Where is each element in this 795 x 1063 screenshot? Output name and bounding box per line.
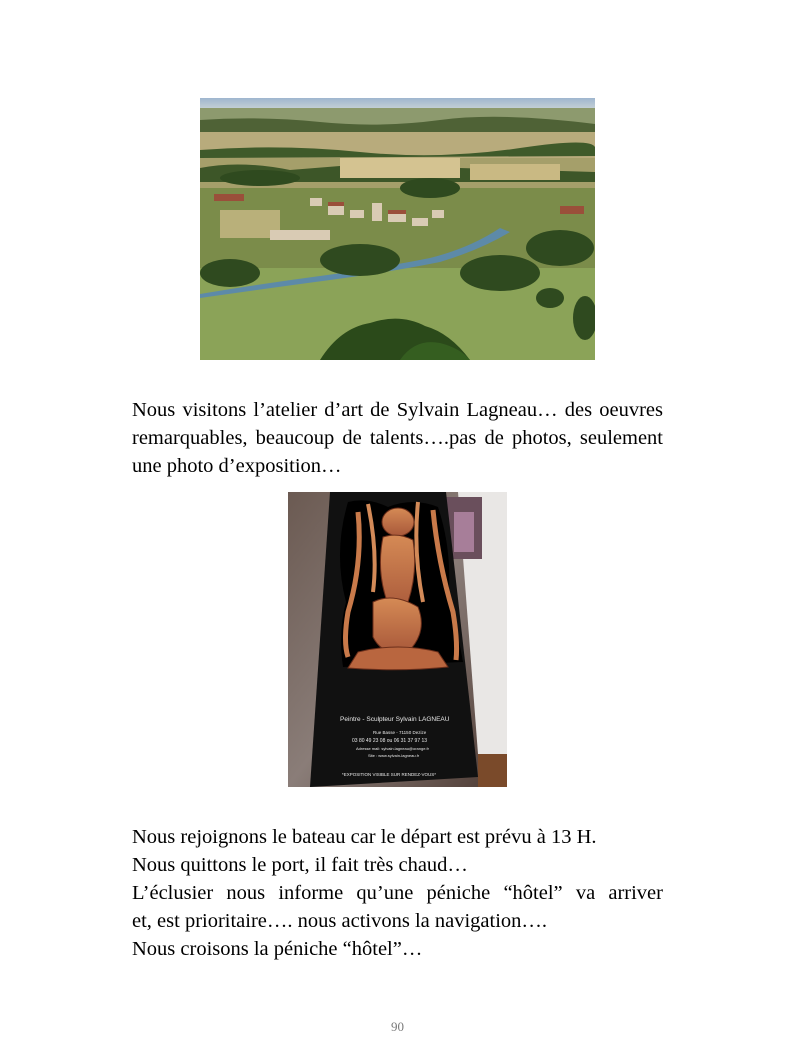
flyer-heading: Peintre - Sculpteur Sylvain LAGNEAU: [340, 716, 450, 723]
flyer-footer: *EXPOSITION VISIBLE SUR RENDEZ-VOUS*: [342, 772, 437, 777]
flyer-line: Rue Basse - 71150 Dezize: [373, 730, 427, 735]
text-line: Nous quittons le port, il fait très chaud…: [132, 854, 468, 876]
text-line: et, est prioritaire…. nous activons la navigation….: [132, 910, 548, 932]
paragraph-boat-departure: [132, 823, 663, 963]
text-line: Nous croisons la péniche “hôtel”…: [132, 938, 423, 960]
flyer-line: Site : www.sylvain-lagneau.fr: [368, 753, 420, 758]
paragraph-atelier-visit: Nous visitons l’atelier d’art de Sylvain Lagneau… des oeuvres remarquables, beaucoup de talents….pas de photos, seulement une photo d’exposition…: [132, 399, 663, 477]
landscape-photo: [200, 98, 595, 360]
text-line: L’éclusier nous informe qu’une péniche “hôtel” va arriver: [132, 882, 663, 904]
page-number: 90: [391, 1019, 404, 1034]
flyer-line: 03 80 49 23 08 ou 06 31 37 97 13: [352, 738, 428, 744]
flyer-line: Adresse mail: sylvain.lagneau@orange.fr: [356, 746, 429, 751]
exhibition-flyer-photo: [288, 492, 507, 787]
text-line: Nous rejoignons le bateau car le départ est prévu à 13 H.: [132, 826, 597, 848]
